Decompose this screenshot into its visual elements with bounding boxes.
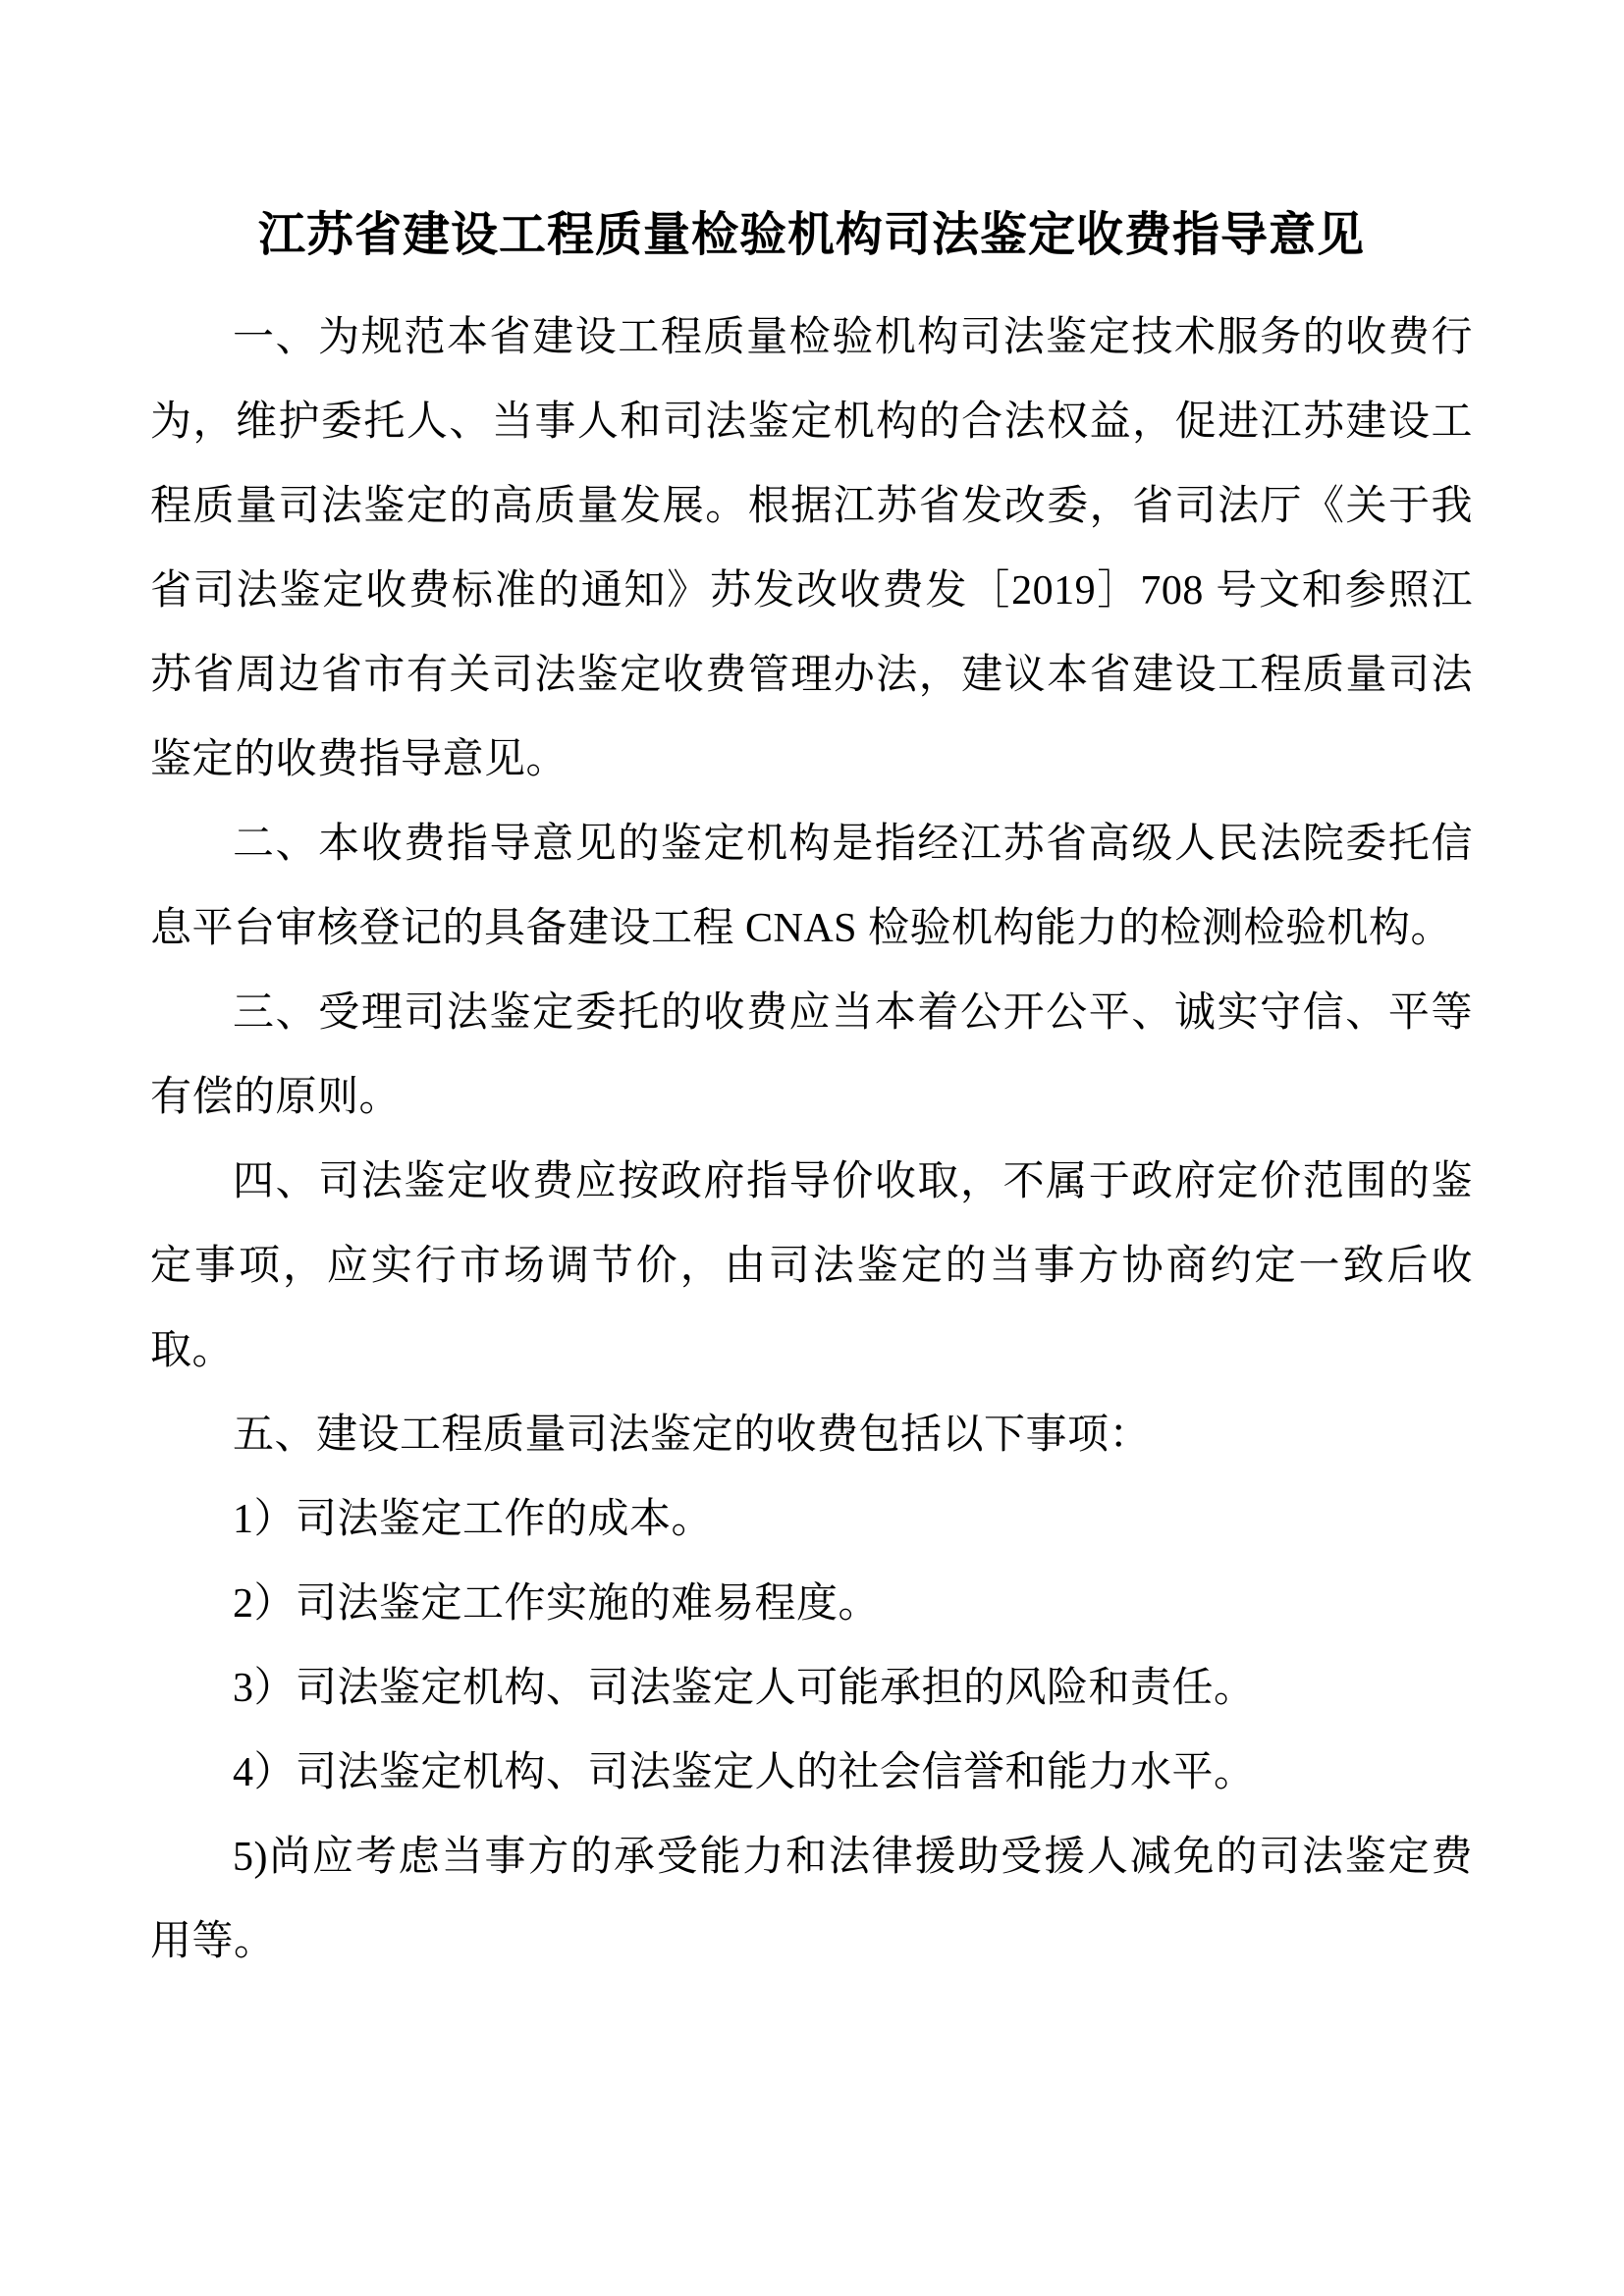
document-title: 江苏省建设工程质量检验机构司法鉴定收费指导意见 [257,209,1365,261]
paragraph-2-institutions: 二、本收费指导意见的鉴定机构是指经江苏省高级人民法院委托信息平台审核登记的具备建设工程 CNAS 检验机构能力的检测检验机构。 [150,822,1473,951]
list-item-4: 4）司法鉴定机构、司法鉴定人的社会信誉和能力水平。 [233,1750,1256,1795]
list-item-5: 5)尚应考虑当事方的承受能力和法律援助受援人减免的司法鉴定费用等。 [150,1835,1473,1964]
list-item-2: 2）司法鉴定工作实施的难易程度。 [233,1581,881,1627]
list-item-3: 3）司法鉴定机构、司法鉴定人可能承担的风险和责任。 [233,1666,1256,1711]
paragraph-4-pricing: 四、司法鉴定收费应按政府指导价收取，不属于政府定价范围的鉴定事项，应实行市场调节价，由司法鉴定的当事方协商约定一致后收取。 [150,1159,1473,1373]
paragraph-3-principles: 三、受理司法鉴定委托的收费应当本着公开公平、诚实守信、平等有偿的原则。 [150,990,1473,1120]
paragraph-1-purpose: 一、为规范本省建设工程质量检验机构司法鉴定技术服务的收费行为，维护委托人、当事人和司法鉴定机构的合法权益，促进江苏建设工程质量司法鉴定的高质量发展。根据江苏省发改委，省司法厅《关于我省司法鉴定收费标准的通知》苏发改收费发［2019］708 号文和参照江苏省周边省市有关司法鉴定收费管理办法，建议本省建设工程质量司法鉴定的收费指导意见。 [150,315,1473,782]
document-content [150,196,1473,1984]
list-item-1: 1）司法鉴定工作的成本。 [233,1497,714,1542]
paragraph-5-fee-items-intro: 五、建设工程质量司法鉴定的收费包括以下事项： [233,1413,1152,1458]
